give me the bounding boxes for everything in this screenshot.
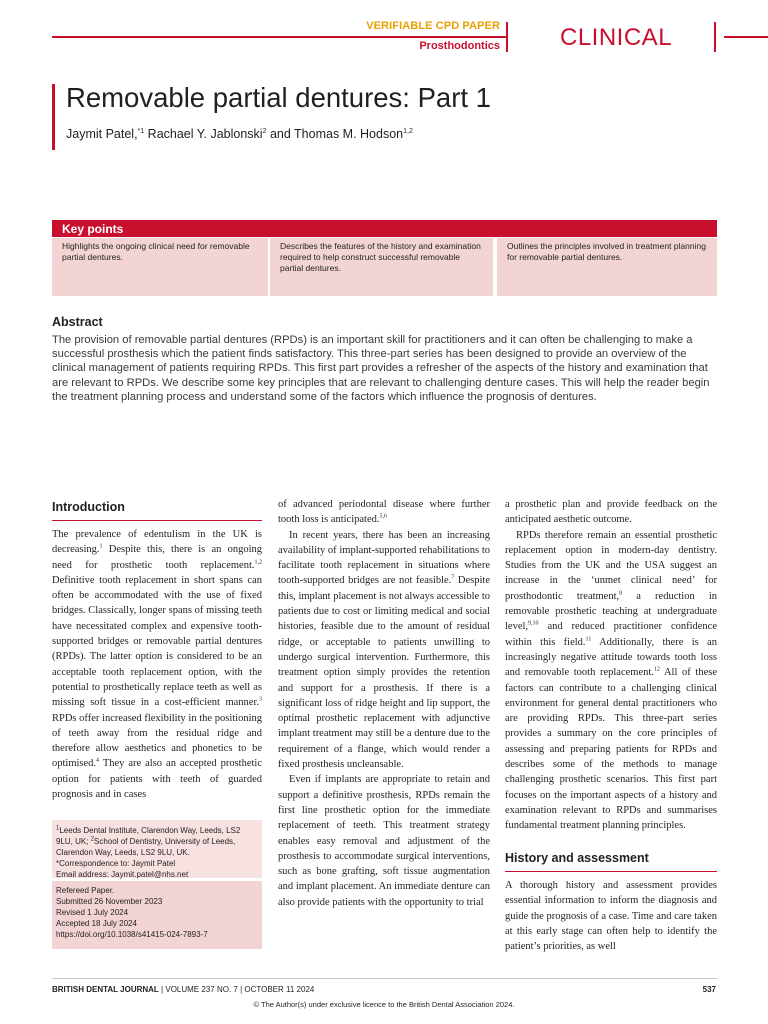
text-run: Despite this, implant placement is not always accessible to patients due to cost or limiting medical and social histories, feasible due to the amount of residual ridge, or acceptable to patients unwilling to undergo surgical intervention. Furthermore, this treatment option simply provides the retention and support for a prosthesis. If there is a significant loss of ridge height and lip support, the optimal prosthetic replacement with adjunctive implant treatment may still be a denture due to the requirement of a flange, which would render a fixed prosthesis uncleansable. bbox=[278, 575, 490, 771]
accepted-date: Accepted 18 July 2024 bbox=[56, 919, 137, 928]
paragraph: a prosthetic plan and provide feedback on the anticipated aesthetic outcome. bbox=[505, 499, 717, 526]
affiliation-text bbox=[56, 825, 258, 858]
affiliations-box bbox=[52, 820, 262, 878]
section-label: CLINICAL bbox=[560, 24, 673, 51]
specialty-label: Prosthodontics bbox=[419, 40, 500, 52]
column-2 bbox=[278, 497, 490, 910]
title-accent-bar bbox=[52, 84, 55, 150]
copyright-notice: © The Author(s) under exclusive licence to the British Dental Association 2024. bbox=[253, 1000, 515, 1009]
author-name: and Thomas M. Hodson bbox=[266, 127, 404, 141]
citation: 7 bbox=[451, 574, 455, 581]
text-run: They are also an accepted prosthetic option for patients with teeth of guarded prognosis and in cases bbox=[52, 758, 262, 801]
citation: 11 bbox=[585, 636, 592, 643]
abstract-text: The provision of removable partial dentures (RPDs) is an important skill for practitioners and it can often be challenging to make a successful prosthesis which the patient finds satisfactory. This three-part series has been designed to provide an overview of the clinical management of patients requiring RPDs. This first part provides a refresher of the aspects of the history and examination that are relevant to RPDs. We describe some key principles that are relevant to challenging denture cases. This will help the reader begin the treatment planning process and understand some of the factors which influence the prognosis of dentures. bbox=[52, 334, 710, 403]
refereed-status: Refereed Paper. bbox=[56, 886, 115, 895]
footer-journal: BRITISH DENTAL JOURNAL | VOLUME 237 NO. 7 | OCTOBER 11 2024 bbox=[52, 985, 315, 994]
correspondence: *Correspondence to: Jaymit Patel bbox=[56, 859, 176, 868]
key-point-item: Highlights the ongoing clinical need for removable partial dentures. bbox=[52, 238, 268, 296]
journal-name: BRITISH DENTAL JOURNAL bbox=[52, 985, 159, 994]
paragraph: A thorough history and assessment provides essential information to inform the diagnosis and guide the prognosis of a case. Time and care taken at this early stage can often help to identify the patient’s priorities, as well bbox=[505, 880, 717, 953]
key-point-item: Describes the features of the history and examination required to help construct successful removable partial dentures. bbox=[270, 238, 493, 296]
issue-number: VOLUME 237 NO. 7 bbox=[165, 985, 238, 994]
abstract-title: Abstract bbox=[52, 315, 103, 329]
key-points-title: Key points bbox=[62, 222, 124, 236]
text-run: a reduction in removable prosthetic teaching at undergraduate level, bbox=[505, 590, 717, 633]
revised-date: Revised 1 July 2024 bbox=[56, 908, 129, 917]
citation: 1,2 bbox=[254, 559, 262, 566]
email-address: Email address: Jaymit.patel@nhs.net bbox=[56, 870, 189, 879]
column-1 bbox=[52, 527, 262, 802]
footer-rule bbox=[52, 978, 717, 979]
paragraph: Even if implants are appropriate to retain and support a definitive prosthesis, RPDs remain the first line prosthetic option for the immediate replacement of teeth. This treatment strategy enables easy removal and adjustment of the prosthesis to accommodate surgical interventions, such as bone grafting, soft tissue augmentation and implant placement. An immediate denture can also provide patients with the opportunity to trial bbox=[278, 774, 490, 908]
citation: 4 bbox=[96, 757, 100, 764]
author-mark: 1,2 bbox=[403, 127, 413, 135]
doi-link[interactable]: https://doi.org/10.1038/s41415-024-7893-7 bbox=[56, 930, 208, 939]
text-run: Additionally, there is an increasingly negative attitude towards tooth loss and removable tooth replacement. bbox=[505, 636, 718, 679]
author-list bbox=[66, 127, 413, 141]
citation: 8 bbox=[619, 590, 623, 597]
citation: 1 bbox=[99, 543, 103, 550]
paragraph bbox=[505, 528, 717, 834]
citation: 3 bbox=[259, 696, 262, 703]
affiliation-mark: 1 bbox=[56, 825, 60, 832]
paragraph bbox=[278, 497, 490, 528]
header-divider-2 bbox=[714, 22, 716, 52]
text-run: The prevalence of edentulism in the UK is decreasing. bbox=[52, 529, 262, 556]
citation: 5,6 bbox=[379, 513, 387, 520]
issue-date: OCTOBER 11 2024 bbox=[244, 985, 315, 994]
citation: 12 bbox=[653, 666, 660, 673]
text-run: In recent years, there has been an increasing availability of implant-supported rehabilitations to facilitate tooth replacement in situations where tooth-supported bridges are not feasible. bbox=[278, 529, 490, 587]
header-rule-left bbox=[52, 36, 506, 38]
history-rule bbox=[505, 871, 717, 872]
affiliation-2: School of Dentistry, University of Leeds, Clarendon Way, Leeds, LS2 9LU, UK. bbox=[56, 837, 236, 857]
paragraph bbox=[278, 528, 490, 773]
key-point-item: Outlines the principles involved in treatment planning for removable partial dentures. bbox=[497, 238, 717, 296]
text-run: Despite this, there is an ongoing need for prosthetic tooth replacement. bbox=[52, 544, 262, 571]
citation: 9,10 bbox=[528, 620, 539, 627]
text-run: Definitive tooth replacement in short spans can often be accommodated with the use of fixed bridges. Classically, longer spans of missing teeth have necessitated complex and expensive tooth-supported bridges or removable partial dentures (RPDs). The latter option is considered to be an acceptable tooth replacement option, with the potential to prosthetically replace teeth as well as missing soft tissue in a cost-efficient manner. bbox=[52, 574, 262, 709]
text-run: All of these factors can contribute to a challenging clinical environment for general dental practitioners who are providing RPDs. This three-part series provides a summary on the core principles of assessing and preparing patients for RPDs and describes some of the methods to manage challenging prosthetic scenarios. This first part focuses on the important aspects of a history and examination relevant to RPDs and summarises fundamental treatment planning principles. bbox=[505, 667, 717, 832]
paragraph bbox=[52, 527, 262, 802]
text-run: and reduced practitioner confidence within this field. bbox=[505, 621, 717, 648]
author-name: Rachael Y. Jablonski bbox=[144, 127, 263, 141]
submitted-date: Submitted 26 November 2023 bbox=[56, 897, 163, 906]
refereed-box bbox=[52, 881, 262, 949]
text-run: RPDs therefore remain an essential prosthetic replacement option in modern-day dentistry. Studies from the UK and the USA suggest an increase in the ‘unmet clinical need’ for prosthodontic treatment, bbox=[505, 529, 717, 602]
page-number: 537 bbox=[702, 985, 716, 994]
author-mark: *1 bbox=[137, 127, 145, 135]
author-mark: 2 bbox=[262, 127, 267, 135]
text-run: of advanced periodontal disease where further tooth loss is anticipated. bbox=[278, 499, 490, 526]
introduction-heading: Introduction bbox=[52, 500, 125, 514]
introduction-rule bbox=[52, 520, 262, 521]
author-name: Jaymit Patel, bbox=[66, 127, 138, 141]
history-heading: History and assessment bbox=[505, 851, 649, 865]
cpd-label: VERIFIABLE CPD PAPER bbox=[366, 20, 500, 32]
header-divider-1 bbox=[506, 22, 508, 52]
text-run: RPDs offer increased flexibility in the positioning of teeth away from the residual ridge and therefore allow aesthetics and phonetics to be optimised. bbox=[52, 712, 262, 770]
column-3 bbox=[505, 497, 717, 834]
history-text bbox=[505, 878, 717, 954]
affiliation-1: Leeds Dental Institute, Clarendon Way, Leeds, LS2 9LU, UK; bbox=[56, 826, 241, 846]
key-points-header bbox=[52, 220, 717, 237]
article-title: Removable partial dentures: Part 1 bbox=[66, 82, 491, 113]
header-rule-right bbox=[724, 36, 768, 38]
affiliation-mark: 2 bbox=[90, 836, 95, 843]
